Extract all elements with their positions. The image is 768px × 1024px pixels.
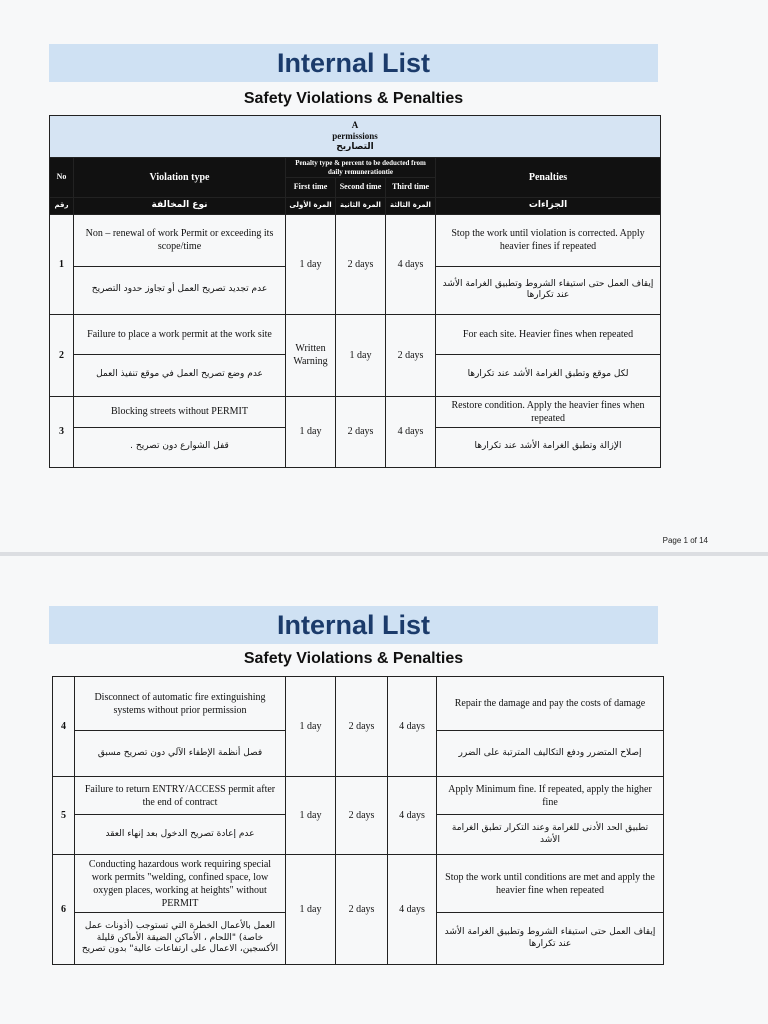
violation-text-en: Disconnect of automatic fire extinguishing systems without prior permission <box>75 677 286 731</box>
penalty-text-ar: لكل موقع وتطبق الغرامة الأشد عند تكرارها <box>436 354 661 396</box>
violation-text-en: Failure to place a work permit at the work site <box>74 314 286 354</box>
first-time-penalty: 1 day <box>286 777 336 855</box>
penalty-text-en: For each site. Heavier fines when repeated <box>436 314 661 354</box>
penalty-text-ar: إصلاح المتضرر ودفع التكاليف المترتبة على الضرر <box>437 731 664 777</box>
document-page-2 <box>0 556 768 1024</box>
violation-text-ar: قفل الشوارع دون تصريح . <box>74 427 286 467</box>
col-header-penalties: Penalties <box>436 158 661 198</box>
third-time-penalty: 4 days <box>388 677 437 777</box>
table-row <box>53 777 664 815</box>
third-time-penalty: 2 days <box>386 314 436 396</box>
second-time-penalty: 1 day <box>336 314 386 396</box>
violation-text-en: Conducting hazardous work requiring special work permits "welding, confined space, low oxygen places, working at heights" without PERMIT <box>75 855 286 913</box>
table-row <box>50 314 661 354</box>
table-header-row-ar <box>50 198 661 215</box>
violation-number: 6 <box>53 855 75 965</box>
col-header-third: Third time <box>386 178 436 198</box>
penalty-text-en: Stop the work until violation is corrected. Apply heavier fines if repeated <box>436 214 661 266</box>
penalty-text-ar: تطبيق الحد الأدنى للغرامة وعند التكرار تطبق الغرامة الأشد <box>437 815 664 855</box>
first-time-penalty: 1 day <box>286 855 336 965</box>
penalty-text-en: Apply Minimum fine. If repeated, apply the higher fine <box>437 777 664 815</box>
col-header-third-ar: المرة الثالثة <box>386 198 436 215</box>
first-time-penalty: 1 day <box>286 396 336 467</box>
violation-number: 1 <box>50 214 74 314</box>
second-time-penalty: 2 days <box>336 855 388 965</box>
violation-text-ar: فصل أنظمة الإطفاء الآلي دون تصريح مسبق <box>75 731 286 777</box>
page-title-banner: Internal List <box>49 606 658 644</box>
section-header <box>50 116 661 158</box>
col-header-no: No <box>50 158 74 198</box>
penalty-text-en: Repair the damage and pay the costs of damage <box>437 677 664 731</box>
third-time-penalty: 4 days <box>386 214 436 314</box>
table-row <box>53 855 664 913</box>
col-header-penalty-type: Penalty type & percent to be deducted from daily remunerationtie <box>286 158 436 178</box>
second-time-penalty: 2 days <box>336 677 388 777</box>
third-time-penalty: 4 days <box>388 777 437 855</box>
col-header-violation-ar: نوع المخالفة <box>74 198 286 215</box>
table-row <box>50 396 661 427</box>
table-header-row <box>50 158 661 178</box>
table-row <box>53 677 664 731</box>
third-time-penalty: 4 days <box>388 855 437 965</box>
violation-text-en: Non – renewal of work Permit or exceeding its scope/time <box>74 214 286 266</box>
penalty-text-en: Stop the work until conditions are met and apply the heavier fine when repeated <box>437 855 664 913</box>
violations-table-page-1 <box>49 115 661 468</box>
violation-text-en: Failure to return ENTRY/ACCESS permit after the end of contract <box>75 777 286 815</box>
second-time-penalty: 2 days <box>336 214 386 314</box>
first-time-penalty: Written Warning <box>286 314 336 396</box>
col-header-first: First time <box>286 178 336 198</box>
penalty-text-ar: الإزالة وتطبق الغرامة الأشد عند تكرارها <box>436 427 661 467</box>
section-title-ar: التصاريح <box>336 142 374 153</box>
penalty-text-ar: إيقاف العمل حتى استيفاء الشروط وتطبيق الغرامة الأشد عند تكرارها <box>437 913 664 965</box>
table-row <box>50 214 661 266</box>
first-time-penalty: 1 day <box>286 214 336 314</box>
page-number: Page 1 of 14 <box>662 536 708 545</box>
section-header-row <box>50 116 661 158</box>
violation-number: 2 <box>50 314 74 396</box>
violation-text-ar: عدم وضع تصريح العمل في موقع تنفيذ العمل <box>74 354 286 396</box>
second-time-penalty: 2 days <box>336 396 386 467</box>
first-time-penalty: 1 day <box>286 677 336 777</box>
violation-text-ar: عدم إعادة تصريح الدخول بعد إنهاء العقد <box>75 815 286 855</box>
page-subtitle: Safety Violations & Penalties <box>243 90 464 107</box>
col-header-no-ar: رقم <box>50 198 74 215</box>
violation-text-en: Blocking streets without PERMIT <box>74 396 286 427</box>
col-header-violation: Violation type <box>74 158 286 198</box>
penalty-text-en: Restore condition. Apply the heavier fines when repeated <box>436 396 661 427</box>
col-header-second-ar: المرة الثانية <box>336 198 386 215</box>
third-time-penalty: 4 days <box>386 396 436 467</box>
violation-number: 5 <box>53 777 75 855</box>
col-header-first-ar: المرة الأولى <box>286 198 336 215</box>
page-title-banner: Internal List <box>49 44 658 82</box>
section-title-en: permissions <box>332 130 378 141</box>
violation-number: 4 <box>53 677 75 777</box>
penalty-text-ar: إيقاف العمل حتى استيفاء الشروط وتطبيق الغرامة الأشد عند تكرارها <box>436 266 661 314</box>
violation-text-ar: العمل بالأعمال الخطرة التي تستوجب (أذونات عمل خاصة) "اللحام ، الأماكن الضيقة الأماكن قليلة الأكسجين، الاعمال على ارتفاعات عالية" بدون تصريح <box>75 913 286 965</box>
violation-number: 3 <box>50 396 74 467</box>
page-subtitle: Safety Violations & Penalties <box>243 650 464 667</box>
section-letter: A <box>351 119 359 130</box>
col-header-penalties-ar: الجزاءات <box>436 198 661 215</box>
second-time-penalty: 2 days <box>336 777 388 855</box>
col-header-second: Second time <box>336 178 386 198</box>
violation-text-ar: عدم تجديد تصريح العمل أو تجاوز حدود التصريح <box>74 266 286 314</box>
violations-table-page-2 <box>52 676 664 965</box>
